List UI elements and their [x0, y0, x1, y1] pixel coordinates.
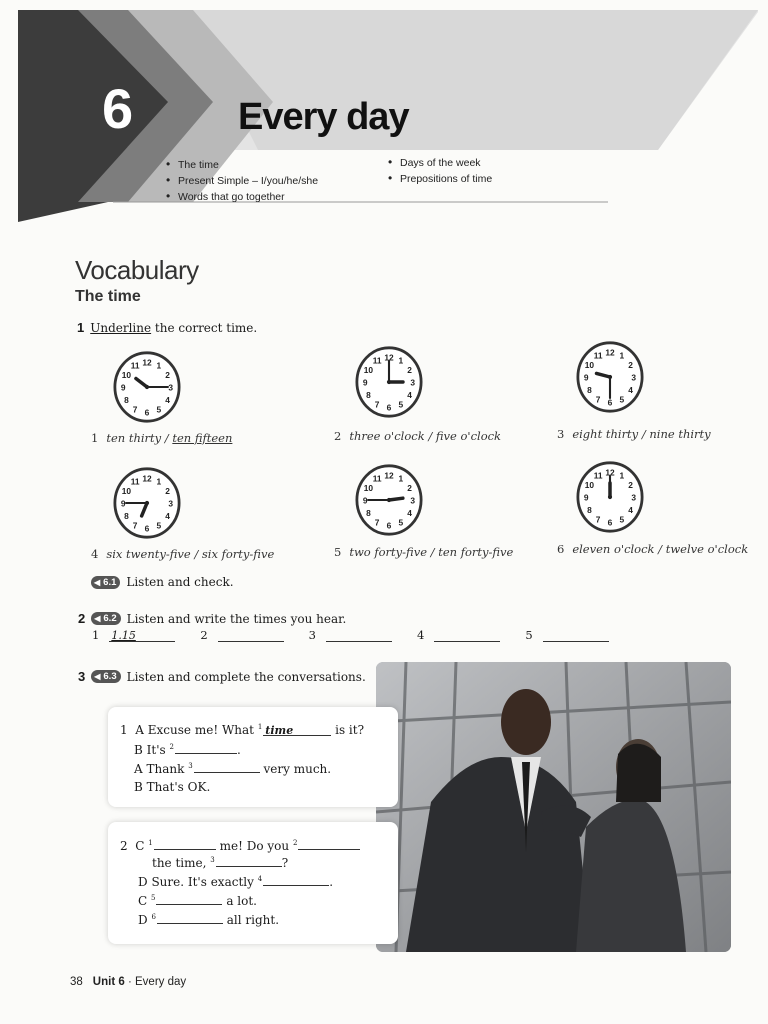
clock-numeral: 9 — [583, 372, 589, 383]
clock-numeral: 3 — [410, 495, 416, 506]
clock-numeral: 6 — [386, 520, 392, 531]
clock-face — [112, 466, 182, 540]
clock-face — [575, 460, 645, 534]
clock-numeral: 11 — [130, 360, 140, 371]
exercise-1-instruction — [77, 317, 257, 336]
option-a[interactable]: eight thirty — [572, 427, 639, 441]
option-b-selected[interactable]: ten fifteen — [172, 431, 233, 445]
exercise-number: 1 — [77, 320, 85, 335]
clock-numeral: 6 — [144, 523, 150, 534]
clock-numeral: 8 — [366, 508, 371, 519]
clock-numeral: 7 — [374, 517, 380, 528]
topics-list-left — [166, 157, 318, 205]
clock-numeral: 1 — [398, 473, 404, 484]
clock-numeral: 4 — [165, 395, 170, 406]
blank-item: 1 1.15 — [92, 628, 175, 642]
answer-input[interactable] — [326, 629, 392, 642]
page-footer: 38 Unit 6 · Every day — [70, 976, 187, 988]
topic-item: • The time — [166, 157, 318, 173]
answer-input[interactable] — [175, 742, 237, 754]
clock-numeral: 2 — [628, 479, 633, 490]
clock-center — [145, 501, 149, 505]
clock-numeral: 2 — [165, 369, 170, 380]
clock-1 — [112, 350, 182, 424]
option-b[interactable]: five o'clock — [435, 429, 502, 443]
clock-numeral: 6 — [607, 397, 613, 408]
clock-numeral: 5 — [156, 520, 162, 531]
blank-item: 4 — [417, 628, 500, 642]
audio-track-button[interactable]: ◀ 6.3 — [91, 670, 120, 683]
answer-input[interactable] — [216, 855, 282, 867]
answer-input[interactable] — [156, 893, 222, 905]
clock-numeral: 9 — [120, 498, 126, 509]
clock-numeral: 10 — [121, 485, 132, 496]
clock-caption-5[interactable]: 5 two forty-five / ten forty-five — [334, 545, 514, 559]
option-a[interactable]: three o'clock — [349, 429, 425, 443]
clock-numeral: 7 — [132, 404, 138, 415]
clock-numeral: 3 — [410, 377, 416, 388]
speaker-icon: ◀ — [94, 672, 101, 681]
answer-input[interactable] — [218, 629, 284, 642]
clock-numeral: 12 — [142, 473, 152, 484]
answer-input[interactable] — [434, 629, 500, 642]
clock-numeral: 2 — [407, 482, 412, 493]
answer-input[interactable] — [543, 629, 609, 642]
clock-numeral: 12 — [384, 352, 394, 363]
clock-numeral: 11 — [130, 476, 140, 487]
clock-numeral: 3 — [631, 372, 637, 383]
topic-item: • Present Simple – I/you/he/she — [166, 173, 318, 189]
clock-numeral: 1 — [156, 360, 162, 371]
clock-center — [608, 375, 612, 379]
clock-numeral: 4 — [407, 508, 412, 519]
clock-numeral: 3 — [631, 492, 637, 503]
blank-item: 2 — [200, 628, 283, 642]
option-a[interactable]: eleven o'clock — [572, 542, 655, 556]
answer-input[interactable] — [194, 761, 260, 773]
topic-item: • Prepositions of time — [388, 171, 492, 187]
audio-track-button[interactable]: ◀ 6.1 — [91, 576, 120, 589]
clock-face — [354, 345, 424, 419]
clock-numeral: 8 — [587, 385, 592, 396]
speaker-icon: ◀ — [94, 578, 101, 587]
time-answer-blanks — [92, 628, 634, 642]
clock-numeral: 11 — [372, 473, 382, 484]
clock-caption-2[interactable]: 2 three o'clock / five o'clock — [334, 429, 502, 443]
clock-numeral: 7 — [595, 514, 601, 525]
topic-item: • Days of the week — [388, 155, 492, 171]
instruction-text: the correct time. — [151, 321, 258, 335]
option-a[interactable]: six twenty-five — [106, 547, 191, 561]
unit-number: 6 — [102, 77, 134, 140]
page-number: 38 — [70, 976, 83, 988]
clock-5 — [354, 463, 424, 537]
clock-numeral: 7 — [595, 394, 601, 405]
clock-center — [145, 385, 149, 389]
clock-numeral: 1 — [156, 476, 162, 487]
clock-numeral: 5 — [619, 514, 625, 525]
instruction-keyword: Underline — [90, 321, 152, 335]
clock-numeral: 12 — [605, 467, 615, 478]
clock-numeral: 9 — [362, 495, 368, 506]
clock-numeral: 1 — [619, 350, 625, 361]
clock-numeral: 2 — [628, 359, 633, 370]
clock-numeral: 1 — [619, 470, 625, 481]
answer-input[interactable]: 1.15 — [109, 629, 175, 642]
clock-numeral: 5 — [156, 404, 162, 415]
exercise-2-instruction: 2 ◀ 6.2 Listen and write the times you hear. — [78, 611, 347, 626]
clock-numeral: 3 — [168, 382, 174, 393]
clock-numeral: 12 — [142, 357, 152, 368]
clock-center — [608, 495, 612, 499]
answer-input[interactable] — [263, 874, 329, 886]
conversation-2-box: 2 C $^1$ me! Do you $^2$ the time, $^3$ ? D Sure. It's exactly $^4$ . C $^5$ a lot. D $^6$ all right. — [108, 822, 398, 944]
clock-center — [387, 380, 391, 384]
topics-list-right — [388, 155, 492, 187]
clock-3 — [575, 340, 645, 414]
clock-numeral: 5 — [619, 394, 625, 405]
clock-caption-4[interactable]: 4 six twenty-five / six forty-five — [91, 547, 275, 561]
clock-numeral: 6 — [607, 517, 613, 528]
clock-numeral: 9 — [583, 492, 589, 503]
clock-numeral: 10 — [584, 479, 595, 490]
clock-numeral: 10 — [584, 359, 595, 370]
footer-title: Every day — [135, 976, 187, 988]
speaker-icon: ◀ — [94, 614, 101, 623]
clock-center — [387, 498, 391, 502]
clock-numeral: 4 — [407, 390, 412, 401]
answer-input[interactable] — [157, 912, 223, 924]
exercise-3-instruction: 3 ◀ 6.3 Listen and complete the conversations. — [78, 669, 366, 684]
clock-4 — [112, 466, 182, 540]
clock-numeral: 10 — [363, 482, 374, 493]
clock-numeral: 6 — [386, 402, 392, 413]
clock-numeral: 10 — [363, 364, 374, 375]
clock-caption-6[interactable]: 6 eleven o'clock / twelve o'clock — [557, 542, 749, 556]
option-a[interactable]: ten thirty — [106, 431, 162, 445]
clock-6 — [575, 460, 645, 534]
section-subtitle: The time — [75, 288, 141, 305]
option-b[interactable]: nine thirty — [649, 427, 711, 441]
clock-numeral: 12 — [605, 347, 615, 358]
clock-numeral: 12 — [384, 470, 394, 481]
clock-numeral: 9 — [120, 382, 126, 393]
office-photo — [376, 662, 731, 952]
clock-caption-1[interactable]: 1 ten thirty / ten fifteen — [91, 431, 233, 445]
clock-numeral: 2 — [407, 364, 412, 375]
blank-item: 5 — [525, 628, 608, 642]
clock-2 — [354, 345, 424, 419]
clock-numeral: 7 — [132, 520, 138, 531]
clock-numeral: 7 — [374, 399, 380, 410]
blank-item: 3 — [309, 628, 392, 642]
clock-face — [354, 463, 424, 537]
clock-numeral: 11 — [593, 350, 603, 361]
clock-numeral: 10 — [121, 369, 132, 380]
answer-input[interactable]: time — [263, 724, 331, 736]
clock-numeral: 3 — [168, 498, 174, 509]
conversation-1-box: 1 A Excuse me! What $^1$ time is it? B It's $^2$ . A Thank $^3$ very much. B That's OK. — [108, 707, 398, 807]
clock-numeral: 8 — [124, 395, 129, 406]
option-a[interactable]: two forty-five — [349, 545, 428, 559]
clock-numeral: 11 — [372, 355, 382, 366]
clock-numeral: 2 — [165, 485, 170, 496]
option-b[interactable]: six forty-five — [201, 547, 275, 561]
clock-numeral: 11 — [593, 470, 603, 481]
clock-numeral: 8 — [124, 511, 129, 522]
option-b[interactable]: twelve o'clock — [665, 542, 749, 556]
clock-numeral: 4 — [165, 511, 170, 522]
unit-title: Every day — [238, 96, 409, 138]
section-title: Vocabulary — [75, 255, 199, 285]
exercise-number: 2 — [78, 611, 86, 626]
clock-numeral: 8 — [587, 505, 592, 516]
exercise-number: 3 — [78, 669, 86, 684]
clock-numeral: 4 — [628, 385, 633, 396]
option-b[interactable]: ten forty-five — [438, 545, 514, 559]
clock-numeral: 6 — [144, 407, 150, 418]
clock-numeral: 5 — [398, 517, 404, 528]
listen-and-check: ◀ 6.1 Listen and check. — [91, 575, 234, 589]
clock-numeral: 8 — [366, 390, 371, 401]
clock-caption-3[interactable]: 3 eight thirty / nine thirty — [557, 427, 711, 441]
clock-numeral: 1 — [398, 355, 404, 366]
answer-input[interactable] — [154, 838, 216, 850]
answer-input[interactable] — [298, 838, 360, 850]
topic-item: • Words that go together — [166, 189, 318, 205]
clock-face — [575, 340, 645, 414]
clock-numeral: 5 — [398, 399, 404, 410]
clock-numeral: 4 — [628, 505, 633, 516]
clock-face — [112, 350, 182, 424]
footer-unit: Unit 6 — [92, 976, 125, 988]
clock-numeral: 9 — [362, 377, 368, 388]
audio-track-button[interactable]: ◀ 6.2 — [91, 612, 120, 625]
